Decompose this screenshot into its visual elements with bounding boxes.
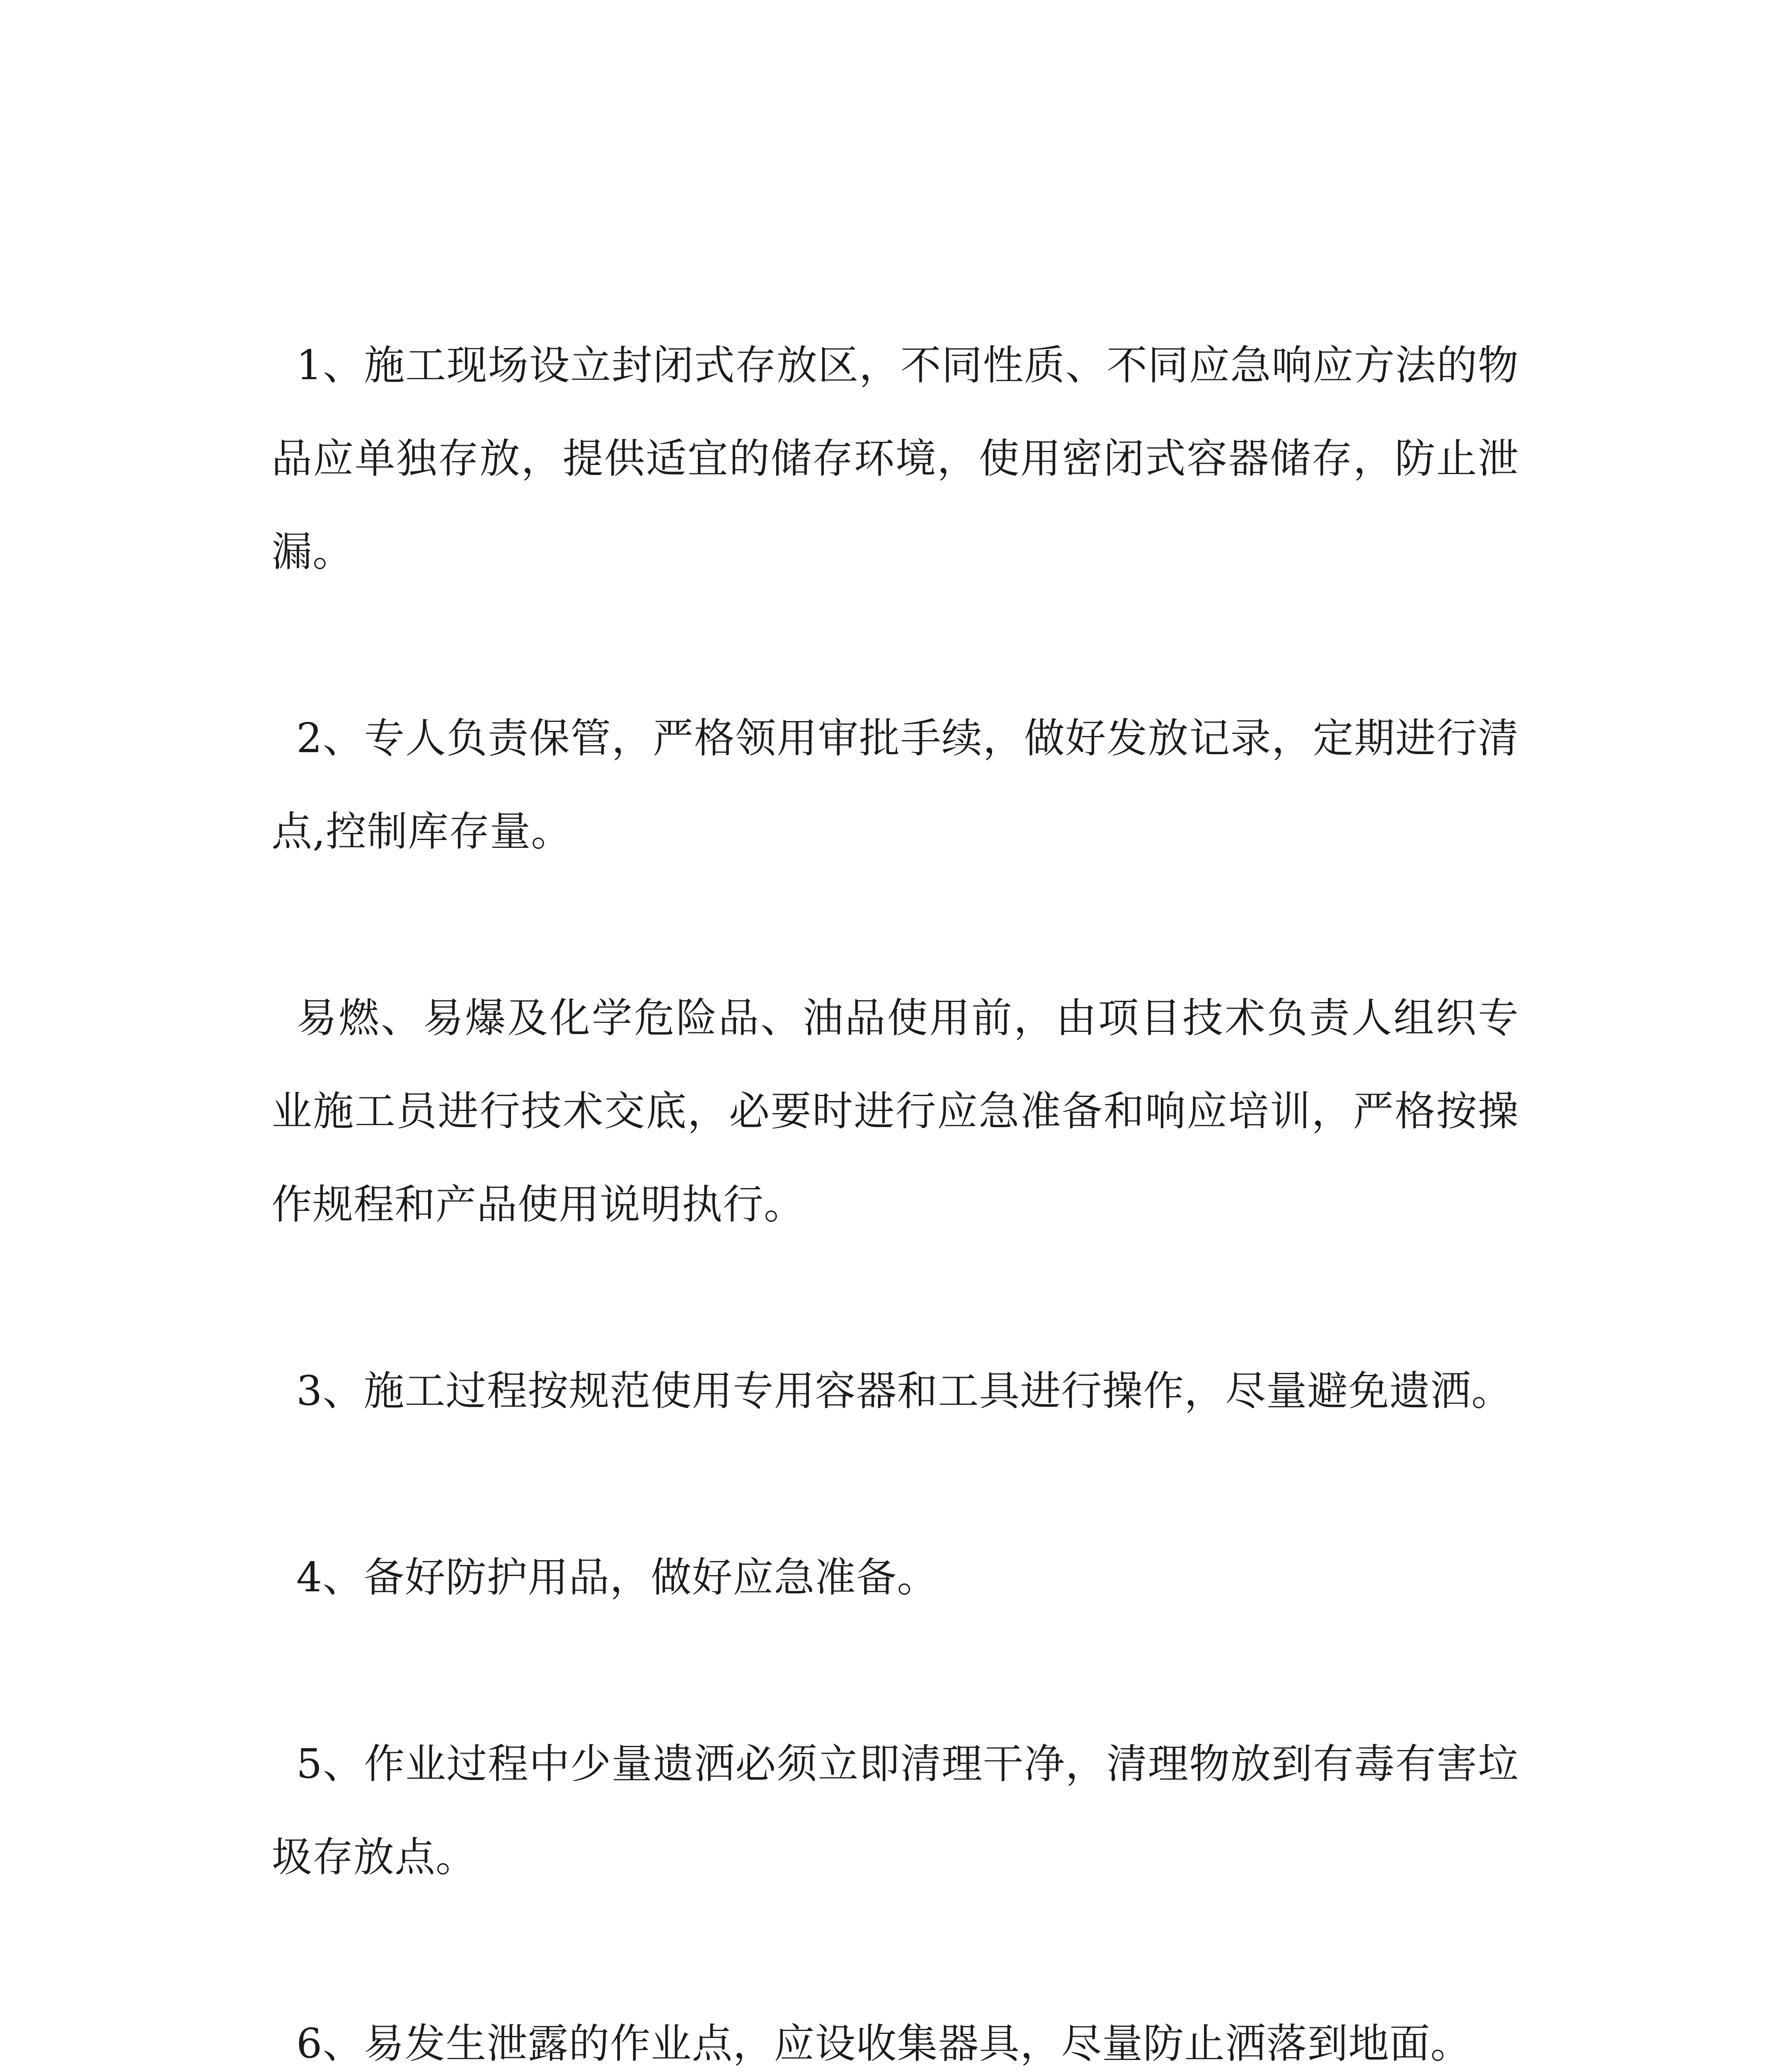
document-body xyxy=(271,319,1519,2072)
paragraph-6: 6、易发生泄露的作业点，应设收集器具，尽量防止洒落到地面。 xyxy=(296,2020,1472,2067)
paragraph-2: 2、专人负责保管，严格领用审批手续，做好发放记录，定期进行清点,控制库存量。 xyxy=(271,715,1519,855)
paragraph-4: 4、备好防护用品，做好应急准备。 xyxy=(296,1554,938,1601)
paragraph-1: 1、施工现场设立封闭式存放区，不同性质、不同应急响应方法的物品应单独存放，提供适宜的储存环境，使用密闭式容器储存，防止泄漏。 xyxy=(271,342,1519,576)
paragraph-5: 5、作业过程中少量遗洒必须立即清理干净，清理物放到有毒有害垃圾存放点。 xyxy=(271,1740,1519,1881)
paragraph-hazardous-materials: 易燃、易爆及化学危险品、油品使用前，由项目技术负责人组织专业施工员进行技术交底，必要时进行应急准备和响应培训，严格按操作规程和产品使用说明执行。 xyxy=(271,995,1519,1228)
paragraph-3: 3、施工过程按规范使用专用容器和工具进行操作，尽量避免遗洒。 xyxy=(296,1368,1513,1415)
